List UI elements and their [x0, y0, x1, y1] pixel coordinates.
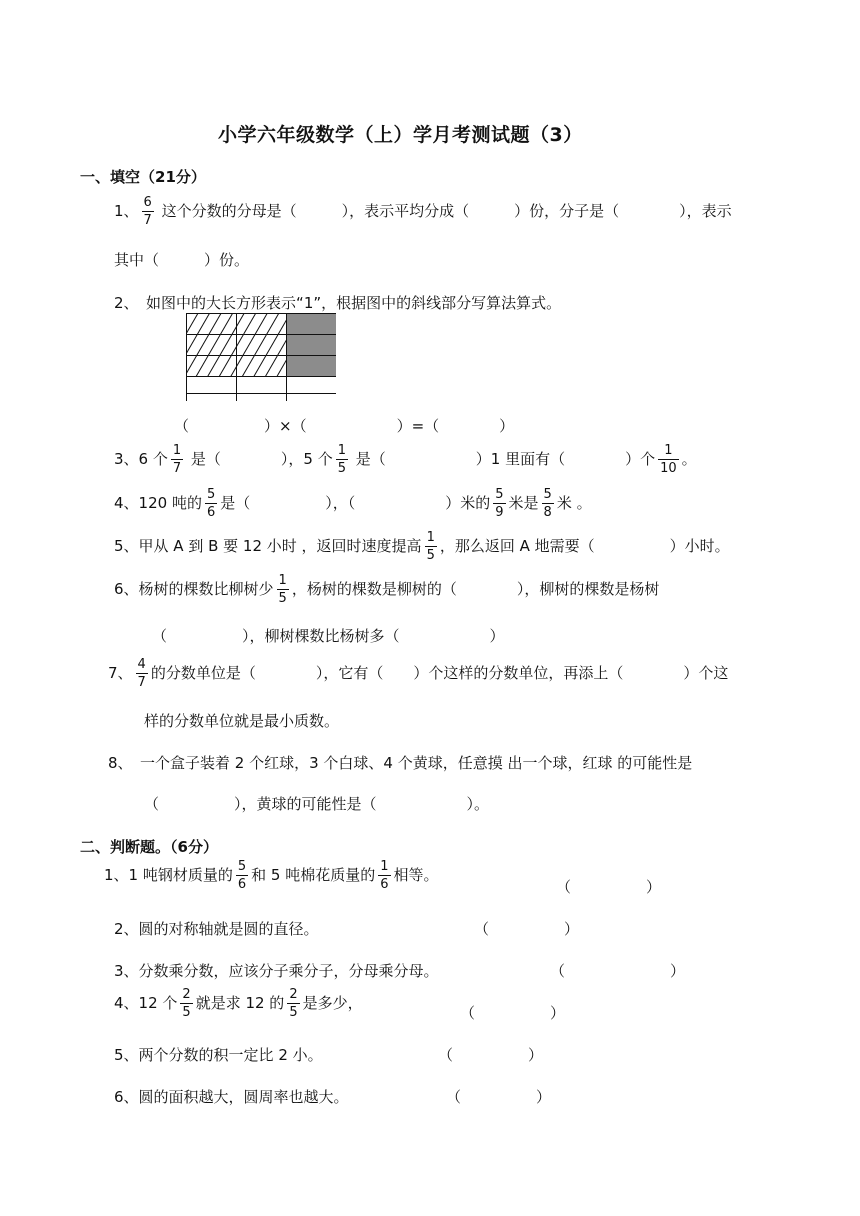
question-text: 和 5 吨棉花质量的	[251, 866, 376, 884]
figure-cell	[237, 314, 287, 335]
denominator: 7	[143, 213, 152, 228]
fraction	[236, 860, 248, 891]
judgement-6: 6、圆的面积越大，圆周率也越大。	[114, 1088, 349, 1106]
question-4	[114, 488, 592, 519]
question-text: 3、6 个	[114, 450, 168, 468]
section-1-heading: 一、填空（21分）	[80, 168, 206, 186]
fraction	[336, 444, 348, 475]
question-text: ，杨树的棵数是柳树的（ ），柳树的棵数是杨树	[291, 580, 660, 598]
figure-cell	[187, 356, 237, 377]
numerator: 1	[426, 530, 435, 545]
figure-cell	[287, 335, 337, 356]
fraction	[136, 658, 148, 689]
question-text: 4、12 个	[114, 994, 178, 1012]
denominator: 8	[543, 505, 552, 520]
denominator: 5	[337, 461, 347, 476]
question-text: 是（ ），（ ）米的	[220, 494, 491, 512]
figure-cell	[187, 314, 237, 335]
numerator: 1	[664, 443, 673, 458]
figure-cell	[187, 335, 237, 356]
figure-cell	[187, 394, 237, 402]
denominator: 5	[278, 591, 287, 606]
numerator: 6	[143, 195, 152, 210]
numerator: 5	[237, 859, 247, 874]
numerator: 1	[172, 443, 182, 458]
question-text: 的分数单位是（ ），它有（ ）个这样的分数单位，再添上（ ）个这	[150, 664, 729, 682]
numerator: 1	[380, 859, 389, 874]
judgement-5: 5、两个分数的积一定比 2 小。	[114, 1046, 323, 1064]
judgement-1	[104, 860, 439, 891]
question-text: 米是	[508, 494, 539, 512]
question-text: 这个分数的分母是（ ），表示平均分成（ ）份，分子是（ ），表示	[161, 202, 732, 220]
denominator: 6	[237, 877, 247, 892]
fraction	[542, 488, 554, 519]
judgement-4	[114, 988, 363, 1019]
question-5	[114, 531, 730, 562]
question-text: 相等。	[393, 866, 439, 884]
fraction	[425, 531, 437, 562]
denominator: 5	[289, 1005, 298, 1020]
question-text: 。	[681, 450, 697, 468]
question-text: 7、	[108, 664, 133, 682]
question-text: 是（ ）1 里面有（ ）个	[355, 450, 656, 468]
figure-cell	[237, 394, 287, 402]
figure-cell	[237, 335, 287, 356]
numerator: 2	[289, 987, 298, 1002]
question-text: 1、1 吨钢材质量的	[104, 866, 233, 884]
page-title: 小学六年级数学（上）学月考测试题（3）	[218, 124, 583, 146]
answer-paren-2[interactable]: （ ）	[474, 920, 580, 938]
numerator: 1	[278, 573, 287, 588]
question-text: 6、杨树的棵数比柳树少	[114, 580, 274, 598]
numerator: 2	[182, 987, 191, 1002]
judgement-3: 3、分数乘分数，应该分子乘分子，分母乘分母。	[114, 962, 439, 980]
figure-cell	[187, 377, 237, 394]
question-6-line-2: （ ），柳树棵数比杨树多（ ）	[152, 627, 505, 645]
figure-cell	[237, 377, 287, 394]
denominator: 6	[206, 505, 216, 520]
fraction	[171, 444, 183, 475]
figure-cell	[287, 314, 337, 335]
fraction	[180, 988, 192, 1019]
denominator: 6	[380, 877, 389, 892]
figure-cell	[287, 377, 337, 394]
question-number: 1、	[114, 202, 139, 220]
denominator: 7	[172, 461, 182, 476]
fraction	[142, 196, 154, 227]
answer-paren-5[interactable]: （ ）	[438, 1046, 544, 1064]
figure-cell	[287, 356, 337, 377]
denominator: 9	[495, 505, 504, 520]
rectangle-figure	[186, 313, 336, 401]
fraction	[658, 444, 679, 475]
question-text: 是多少，	[302, 994, 363, 1012]
judgement-2: 2、圆的对称轴就是圆的直径。	[114, 920, 319, 938]
question-text: 5、甲从 A 到 B 要 12 小时 ，返回时速度提高	[114, 537, 422, 555]
denominator: 7	[137, 675, 146, 690]
fraction	[493, 488, 505, 519]
numerator: 1	[337, 443, 347, 458]
answer-paren-1[interactable]: （ ）	[556, 878, 662, 896]
question-2-text: 2、 如图中的大长方形表示“1”，根据图中的斜线部分写算法算式。	[114, 294, 562, 312]
denominator: 10	[660, 461, 677, 476]
denominator: 5	[426, 548, 435, 563]
numerator: 4	[137, 657, 146, 672]
question-8-line-2: （ ），黄球的可能性是（ ）。	[144, 795, 490, 813]
answer-paren-6[interactable]: （ ）	[446, 1088, 552, 1106]
fraction	[378, 860, 390, 891]
question-text: ，那么返回 A 地需要（ ）小时。	[439, 537, 730, 555]
question-3	[114, 444, 697, 475]
answer-paren-3[interactable]: （ ）	[550, 962, 686, 980]
question-1-line-2: 其中（ ）份。	[114, 251, 250, 269]
figure-cell	[237, 356, 287, 377]
numerator: 5	[206, 487, 216, 502]
figure-cell	[287, 394, 337, 402]
denominator: 5	[182, 1005, 191, 1020]
numerator: 5	[495, 487, 504, 502]
question-text: 是（ ），5 个	[190, 450, 333, 468]
question-7-line-1	[108, 658, 728, 689]
numerator: 5	[543, 487, 552, 502]
question-6-line-1	[114, 574, 659, 605]
question-text: 4、120 吨的	[114, 494, 202, 512]
section-2-heading: 二、判断题。（6分）	[80, 838, 218, 856]
question-text: 米 。	[556, 494, 592, 512]
answer-paren-4[interactable]: （ ）	[460, 1004, 566, 1022]
question-8-line-1: 8、 一个盒子装着 2 个红球，3 个白球、4 个黄球，任意摸 出一个球，红球 的可能性是	[108, 754, 693, 772]
fraction	[277, 574, 289, 605]
fraction	[287, 988, 299, 1019]
question-text: 就是求 12 的	[195, 994, 285, 1012]
question-7-line-2: 样的分数单位就是最小质数。	[144, 712, 340, 730]
question-1-line-1	[114, 196, 732, 227]
fraction	[205, 488, 217, 519]
question-2-formula: （ ）×（ ）=（ ）	[174, 417, 515, 435]
